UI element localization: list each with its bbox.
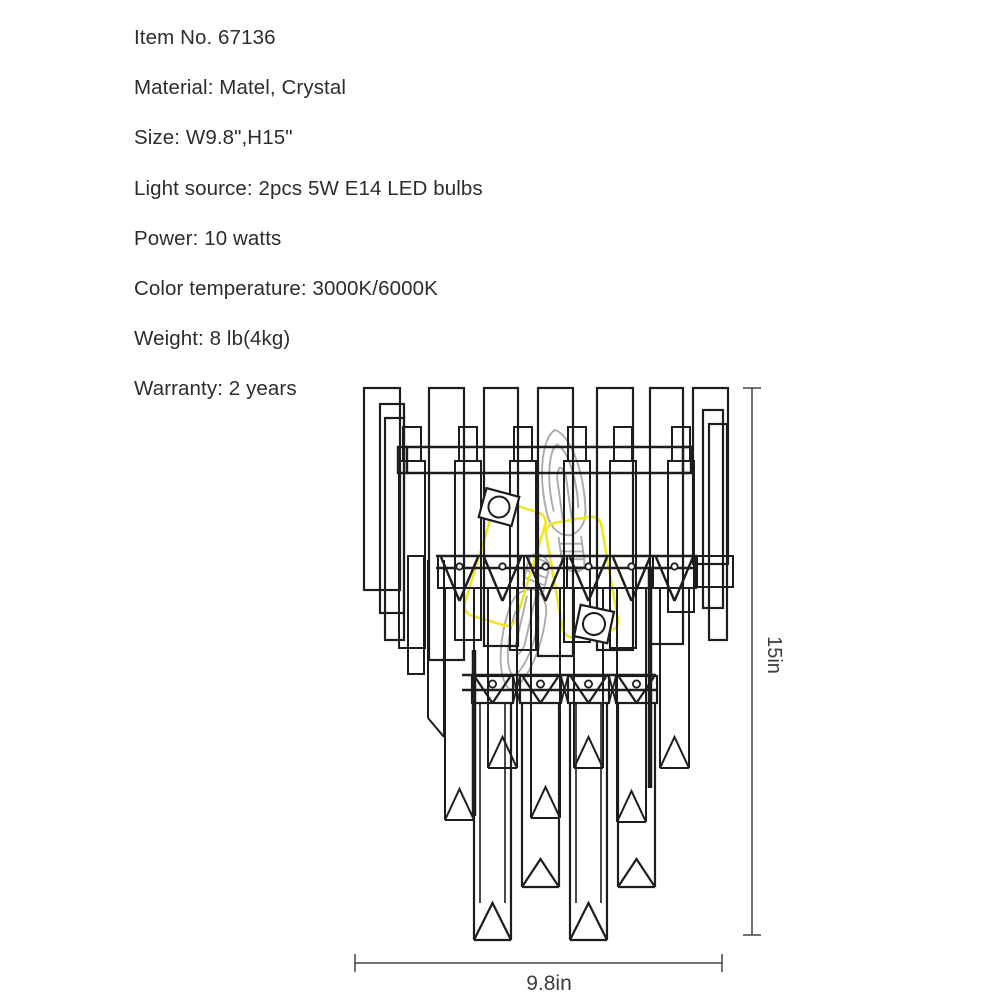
spec-item-no: Item No. 67136 (134, 26, 276, 49)
tier2-prism-heads (438, 556, 696, 601)
dimension-width (355, 954, 722, 972)
spec-size: Size: W9.8",H15" (134, 126, 293, 150)
dimension-height-label: 15in (763, 636, 785, 674)
dimension-height (743, 388, 761, 935)
spec-light-source: Light source: 2pcs 5W E14 LED bulbs (134, 176, 483, 200)
bulb-icon-lower (491, 550, 560, 693)
dimension-width-label: 9.8in (526, 972, 572, 995)
spec-warranty: Warranty: 2 years (134, 377, 297, 401)
spec-color-temperature: Color temperature: 3000K/6000K (134, 276, 438, 300)
spec-weight: Weight: 8 lb(4kg) (134, 327, 291, 351)
spec-power: Power: 10 watts (134, 226, 282, 250)
tier3-prism-band (462, 675, 657, 940)
spec-material: Material: Matel, Crystal (134, 76, 347, 100)
socket-icon-lower (574, 605, 614, 643)
